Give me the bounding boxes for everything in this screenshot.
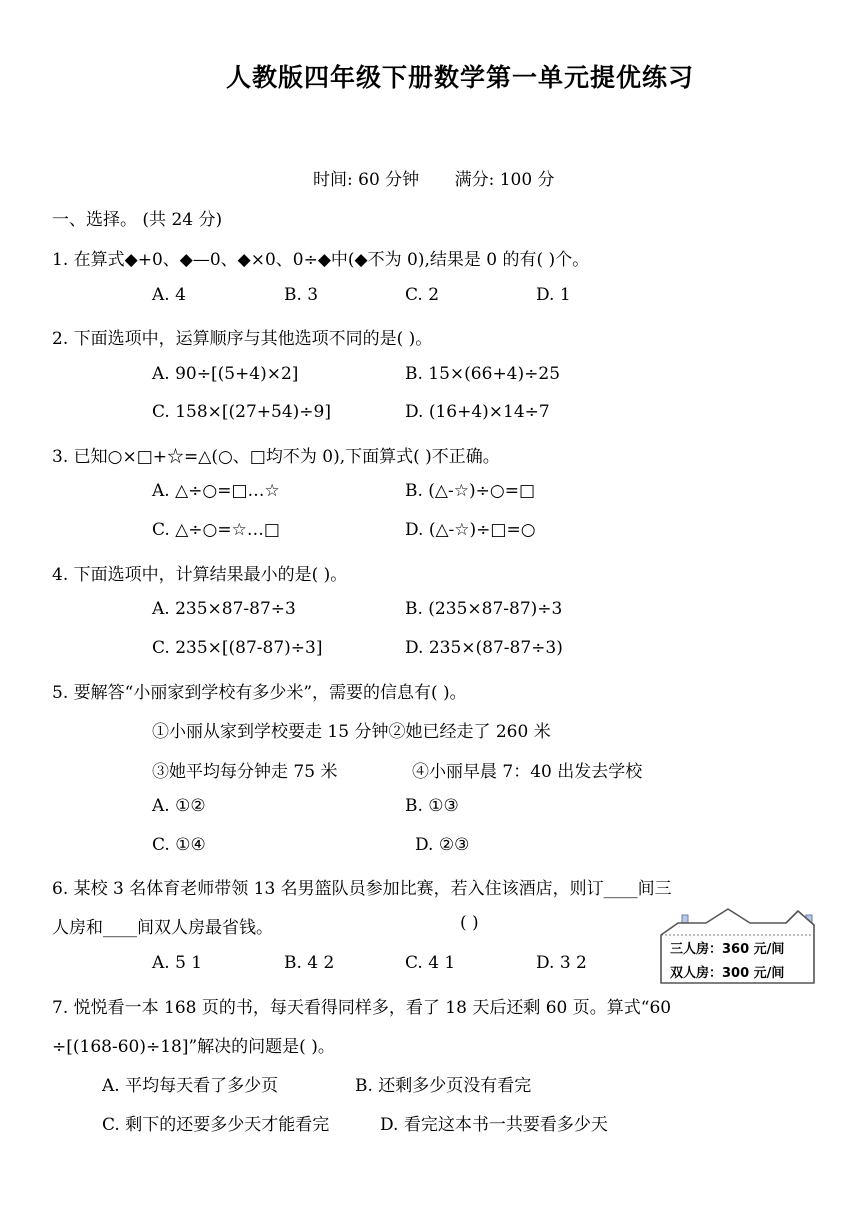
question-3-option-b: B. (△-☆)÷○=□ — [405, 481, 536, 501]
question-7-option-b: B. 还剩多少页没有看完 — [355, 1076, 532, 1096]
question-2-option-d: D. (16+4)×14÷7 — [405, 402, 550, 422]
question-6-option-c: C. 4 1 — [405, 953, 456, 973]
question-5-option-d: D. ②③ — [415, 835, 470, 855]
question-4-option-b: B. (235×87-87)÷3 — [405, 599, 563, 619]
exam-meta — [313, 165, 585, 190]
question-4-option-d: D. 235×(87-87÷3) — [405, 638, 563, 658]
question-5-option-b: B. ①③ — [405, 796, 459, 816]
question-2-option-b: B. 15×(66+4)÷25 — [405, 364, 561, 384]
question-7-stem-line-2: ÷[(168-60)÷18]”解决的问题是( )。 — [52, 1037, 335, 1057]
question-5-option-c: C. ①④ — [152, 835, 206, 855]
question-3-option-c: C. △÷○=☆…□ — [152, 520, 280, 540]
question-6-option-b: B. 4 2 — [284, 953, 335, 973]
page-title: 人教版四年级下册数学第一单元提优练习 — [225, 63, 694, 92]
question-1-option-d: D. 1 — [536, 285, 571, 305]
question-7-stem-line-1: 7. 悦悦看一本 168 页的书，每天看得同样多，看了 18 天后还剩 60 页。算式“60 — [52, 998, 672, 1018]
question-6-stem-line-2: 人房和____间双人房最省钱。 — [52, 918, 273, 938]
question-7-option-c: C. 剩下的还要多少天才能看完 — [102, 1115, 330, 1135]
time-limit: 时间: 60 分钟 — [313, 170, 420, 190]
question-6-stem-line-1: 6. 某校 3 名体育老师带领 13 名男篮队员参加比赛，若入住该酒店，则订____间三 — [52, 879, 672, 899]
double-room-price: 双人房：300 元/间 — [670, 966, 785, 981]
question-5-option-a: A. ①② — [152, 796, 206, 816]
question-5-info-2: ③她平均每分钟走 75 米 — [152, 762, 338, 782]
question-6-answer-parentheses: ( ) — [460, 913, 479, 933]
question-7-option-a: A. 平均每天看了多少页 — [102, 1076, 279, 1096]
question-3-option-d: D. (△-☆)÷□=○ — [405, 520, 536, 540]
question-4-option-a: A. 235×87-87÷3 — [152, 599, 296, 619]
full-score: 满分: 100 分 — [454, 170, 555, 190]
question-2-stem: 2. 下面选项中，运算顺序与其他选项不同的是( )。 — [52, 329, 433, 349]
question-6-option-a: A. 5 1 — [152, 953, 203, 973]
question-1-option-a: A. 4 — [152, 285, 186, 305]
question-2-option-c: C. 158×[(27+54)÷9] — [152, 402, 331, 422]
question-4-stem: 4. 下面选项中，计算结果最小的是( )。 — [52, 565, 348, 585]
question-2-option-a: A. 90÷[(5+4)×2] — [152, 364, 299, 384]
question-5-info-1: ①小丽从家到学校要走 15 分钟②她已经走了 260 米 — [152, 722, 551, 742]
hotel-price-sign — [658, 905, 820, 987]
question-1-stem: 1. 在算式◆+0、◆—0、◆×0、0÷◆中(◆不为 0),结果是 0 的有( )个。 — [52, 250, 590, 270]
triple-room-price: 三人房：360 元/间 — [670, 942, 785, 957]
question-3-stem: 3. 已知○×□+☆=△(○、□均不为 0),下面算式( )不正确。 — [52, 447, 500, 467]
section-heading: 一、选择。 (共 24 分) — [52, 210, 223, 230]
question-7-option-d: D. 看完这本书一共要看多少天 — [380, 1115, 608, 1135]
question-6-option-d: D. 3 2 — [536, 953, 587, 973]
question-4-option-c: C. 235×[(87-87)÷3] — [152, 638, 323, 658]
question-5-stem: 5. 要解答“小丽家到学校有多少米”，需要的信息有( )。 — [52, 683, 467, 703]
question-3-option-a: A. △÷○=□…☆ — [152, 481, 280, 501]
question-5-info-3: ④小丽早晨 7：40 出发去学校 — [412, 762, 643, 782]
question-1-option-c: C. 2 — [405, 285, 440, 305]
question-1-option-b: B. 3 — [284, 285, 319, 305]
